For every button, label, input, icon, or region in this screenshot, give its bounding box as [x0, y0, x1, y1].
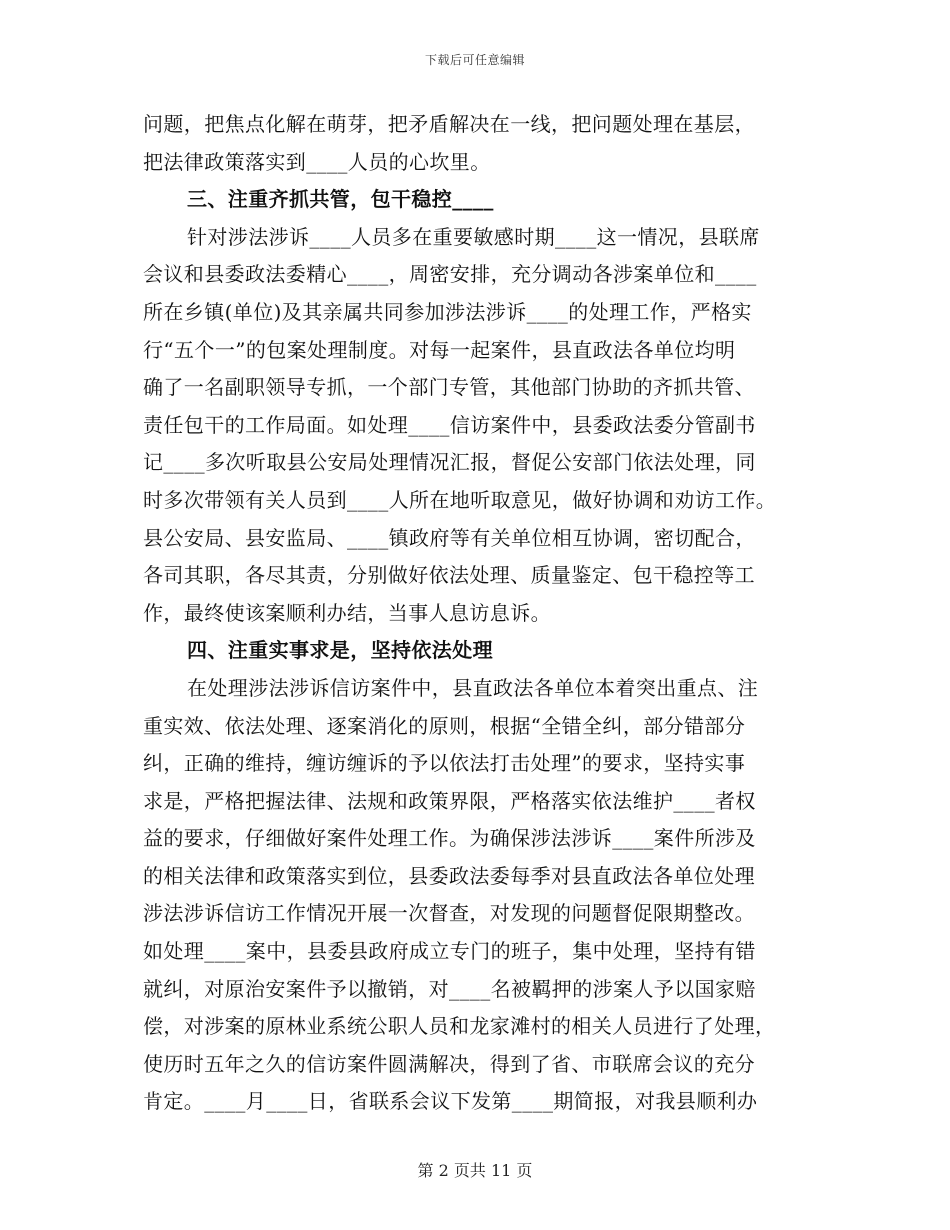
- paragraph-line: 求是，严格把握法律、法规和政策界限，严格落实依法维护____者权: [143, 788, 756, 813]
- paragraph-line: 所在乡镇(单位)及其亲属共同参加涉法涉诉____的处理工作，严格实: [143, 299, 752, 324]
- paragraph-line: 在处理涉法涉诉信访案件中，县直政法各单位本着突出重点、注: [187, 675, 759, 700]
- paragraph-line: 如处理____案中，县委县政府成立专门的班子，集中处理，坚持有错: [143, 939, 756, 964]
- paragraph-line: 偿，对涉案的原林业系统公职人员和龙家滩村的相关人员进行了处理，: [143, 1014, 776, 1039]
- paragraph-line: 使历时五年之久的信访案件圆满解决，得到了省、市联席会议的充分: [143, 1051, 755, 1076]
- document-body: [143, 106, 809, 1121]
- paragraph-line: 重实效、依法处理、逐案消化的原则，根据“全错全纠，部分错部分: [143, 713, 746, 738]
- paragraph-line: 问题，把焦点化解在萌芽，把矛盾解决在一线，把问题处理在基层，: [143, 112, 755, 136]
- paragraph-line: 责任包干的工作局面。如处理____信访案件中，县委政法委分管副书: [143, 412, 756, 437]
- paragraph-line: 作，最终使该案顺利办结，当事人息访息诉。: [143, 600, 551, 625]
- page-footer-number: 第 2 页共 11 页: [417, 1161, 533, 1180]
- paragraph-line: 县公安局、县安监局、____镇政府等有关单位相互协调，密切配合，: [143, 525, 756, 550]
- paragraph-line: 把法律政策落实到____人员的心坎里。: [143, 149, 491, 174]
- paragraph-line: 益的要求，仔细做好案件处理工作。为确保涉法涉诉____案件所涉及: [143, 826, 756, 851]
- paragraph-line: 各司其职，各尽其责，分别做好依法处理、质量鉴定、包干稳控等工: [143, 563, 755, 588]
- paragraph-line: 纠，正确的维持，缠访缠诉的予以依法打击处理”的要求，坚持实事: [143, 751, 746, 776]
- paragraph-line: 行“五个一”的包案处理制度。对每一起案件，县直政法各单位均明: [143, 337, 736, 362]
- paragraph-line: 确了一名副职领导专抓，一个部门专管，其他部门协助的齐抓共管、: [143, 375, 755, 400]
- paragraph-line: 涉法涉诉信访工作情况开展一次督查，对发现的问题督促限期整改。: [143, 901, 755, 926]
- page-header-note: 下载后可任意编辑: [424, 53, 525, 67]
- paragraph-line: 记____多次听取县公安局处理情况汇报，督促公安部门依法处理，同: [143, 450, 756, 475]
- paragraph-line: 会议和县委政法委精心____，周密安排，充分调动各涉案单位和____: [143, 262, 757, 287]
- section-heading: 四、注重实事求是，坚持依法处理: [187, 638, 493, 663]
- paragraph-line: 的相关法律和政策落实到位，县委政法委每季对县直政法各单位处理: [143, 863, 755, 888]
- paragraph-line: 时多次带领有关人员到____人所在地听取意见，做好协调和劝访工作。: [143, 487, 777, 512]
- paragraph-line: 肯定。____月____日，省联系会议下发第____期简报，对我县顺利办: [143, 1089, 758, 1114]
- paragraph-line: 就纠，对原治安案件予以撤销，对____名被羁押的涉案人予以国家赔: [143, 976, 756, 1001]
- section-heading: 三、注重齐抓共管，包干稳控____: [187, 187, 494, 212]
- paragraph-line: 针对涉法涉诉____人员多在重要敏感时期____这一情况，县联席: [187, 224, 760, 249]
